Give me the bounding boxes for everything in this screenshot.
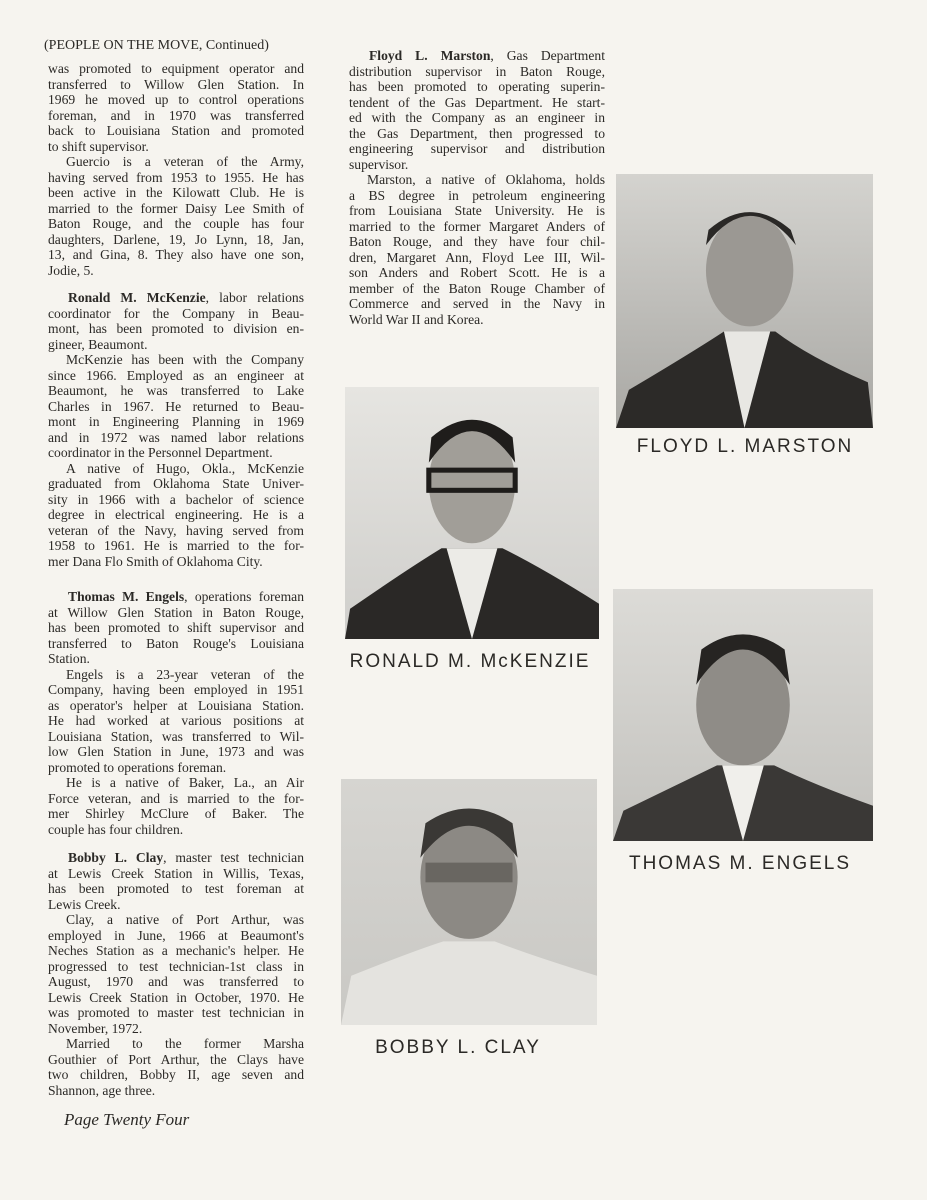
- text-line: daughters, Darlene, 19, Jo Lynn, 18, Jan,: [48, 231, 304, 247]
- text-line: 1969 he moved up to control operations: [48, 92, 304, 107]
- caption-mckenzie: RONALD M. McKENZIE: [349, 651, 591, 672]
- text-line: Jodie, 5.: [48, 262, 94, 278]
- text-line: Married to the former Marsha: [66, 1036, 304, 1051]
- text-line: He had worked at various positions at: [48, 713, 304, 728]
- text-line: Neches Station as a mechanic's helper. He: [48, 943, 304, 958]
- text-line: Clay, a native of Port Arthur, was: [66, 912, 304, 927]
- photo-clay: [341, 779, 597, 1025]
- text-line: mer Shirley McClure of Baker. The: [48, 806, 304, 821]
- text-line: couple has four children.: [48, 821, 184, 837]
- text-line: having served from 1953 to 1955. He has: [48, 169, 304, 185]
- line-text: , labor relations: [205, 290, 304, 305]
- text-line: progressed to test technician-1st class in: [48, 958, 304, 974]
- text-line: Force veteran, and is married to the for-: [48, 790, 304, 806]
- text-line: member of the Baton Rouge Chamber of: [349, 280, 605, 296]
- text-line: distribution supervisor in Baton Rouge,: [349, 63, 605, 79]
- text-line: engineering supervisor and distribution: [349, 141, 605, 156]
- text-line: Marston, a native of Oklahoma, holds: [367, 172, 605, 187]
- person-name: Thomas M. Engels: [68, 589, 185, 604]
- article-guercio-continued: [48, 61, 304, 278]
- text-line: ed with the Company as an engineer in: [349, 110, 605, 125]
- text-line: been active in the Kilowatt Club. He is: [48, 185, 304, 200]
- text-line: Station.: [48, 651, 90, 666]
- text-line: Guercio is a veteran of the Army,: [66, 154, 304, 169]
- text-line: Louisiana Station, was transferred to Wil-: [48, 728, 304, 744]
- portrait-icon: [616, 174, 873, 428]
- line-text: , Gas Department: [490, 48, 605, 63]
- photo-mckenzie: [345, 387, 599, 639]
- text-line: McKenzie has been with the Company: [66, 352, 304, 367]
- line-text: , master test technician: [163, 850, 305, 865]
- text-line: supervisor.: [349, 156, 409, 172]
- article-mckenzie: [48, 290, 304, 569]
- person-name: Bobby L. Clay: [68, 850, 164, 865]
- page-number: Page Twenty Four: [64, 1110, 190, 1129]
- text-line: World War II and Korea.: [349, 311, 484, 327]
- text-line: at Willow Glen Station in Baton Rouge,: [48, 604, 304, 620]
- text-line: mont, has been promoted to division en-: [48, 321, 304, 336]
- caption-clay: BOBBY L. CLAY: [375, 1037, 541, 1058]
- text-line: has been promoted to operating superin-: [349, 79, 605, 94]
- text-line: the Gas Department, then progressed to: [349, 125, 605, 141]
- caption-marston: FLOYD L. MARSTON: [636, 436, 854, 457]
- text-line: August, 1970 and was transferred to: [48, 974, 304, 989]
- text-line: promoted to operations foreman.: [48, 759, 227, 775]
- text-line: coordinator in the Personnel Department.: [48, 445, 273, 460]
- text-line: graduated from Oklahoma State Univer-: [48, 476, 304, 491]
- article-engels: [48, 589, 304, 837]
- text-line: [48, 290, 304, 306]
- text-line: mer Dana Flo Smith of Oklahoma City.: [48, 553, 263, 569]
- photo-marston: [616, 174, 873, 428]
- text-line: sity in 1966 with a bachelor of science: [48, 491, 304, 507]
- text-line: [349, 48, 605, 64]
- article-marston: [349, 48, 605, 327]
- text-line: as operator's helper at Louisiana Station.: [48, 697, 304, 713]
- text-line: was promoted to equipment operator and: [48, 61, 304, 76]
- text-line: November, 1972.: [48, 1020, 143, 1036]
- text-line: was promoted to master test technician in: [48, 1005, 304, 1020]
- text-line: He is a native of Baker, La., an Air: [66, 775, 304, 790]
- text-line: a BS degree in petroleum engineering: [349, 187, 605, 203]
- text-line: transferred to Willow Glen Station. In: [48, 76, 304, 92]
- text-line: Lewis Creek.: [48, 896, 121, 912]
- text-line: gineer, Beaumont.: [48, 336, 148, 352]
- text-line: transferred to Baton Rouge's Louisiana: [48, 635, 304, 651]
- text-line: since 1966. Employed as an engineer at: [48, 367, 304, 383]
- text-line: tendent of the Gas Department. He start-: [349, 94, 605, 110]
- text-line: degree in electrical engineering. He is a: [48, 507, 304, 522]
- text-line: married to the former Daisy Lee Smith of: [48, 200, 304, 216]
- text-line: foreman, and in 1970 was transferred: [48, 107, 304, 123]
- text-line: has been promoted to test foreman at: [48, 881, 304, 896]
- photo-engels: [613, 589, 873, 841]
- text-line: Beaumont, he was transferred to Lake: [48, 383, 304, 398]
- portrait-icon: [613, 589, 873, 841]
- text-line: back to Louisiana Station and promoted: [48, 123, 304, 138]
- text-line: [48, 850, 304, 866]
- text-line: Baton Rouge, and the couple has four: [48, 216, 304, 231]
- caption-engels: THOMAS M. ENGELS: [628, 853, 852, 874]
- text-line: low Glen Station in June, 1973 and was: [48, 744, 304, 759]
- text-line: Company, having been employed in 1951: [48, 682, 304, 697]
- text-line: two children, Bobby II, age seven and: [48, 1067, 304, 1082]
- person-name: Floyd L. Marston: [369, 48, 491, 63]
- text-line: Lewis Creek Station in October, 1970. He: [48, 989, 304, 1005]
- text-line: employed in June, 1966 at Beaumont's: [48, 927, 304, 943]
- text-line: at Lewis Creek Station in Willis, Texas,: [48, 865, 304, 881]
- text-line: married to the former Margaret Anders of: [349, 218, 605, 234]
- text-line: Charles in 1967. He returned to Beau-: [48, 398, 304, 414]
- text-line: Shannon, age three.: [48, 1082, 156, 1098]
- text-line: 13, and Gina, 8. They also have one son,: [48, 247, 304, 262]
- text-line: to shift supervisor.: [48, 138, 149, 154]
- text-line: has been promoted to shift supervisor and: [48, 620, 304, 635]
- text-line: and in 1972 was named labor relations: [48, 429, 304, 445]
- line-text: , operations foreman: [184, 589, 304, 604]
- section-header: (PEOPLE ON THE MOVE, Continued): [44, 38, 269, 53]
- text-line: dren, Margaret Ann, Floyd Lee III, Wil-: [349, 249, 605, 265]
- text-line: Baton Rouge, and they have four chil-: [349, 234, 605, 249]
- text-line: Commerce and served in the Navy in: [349, 296, 605, 311]
- person-name: Ronald M. McKenzie: [68, 290, 206, 305]
- text-line: Engels is a 23-year veteran of the: [66, 666, 304, 682]
- text-line: veteran of the Navy, having served from: [48, 522, 304, 538]
- text-line: son Anders and Robert Scott. He is a: [349, 265, 605, 280]
- text-line: [48, 589, 304, 605]
- portrait-icon: [341, 779, 597, 1025]
- text-line: Gouthier of Port Arthur, the Clays have: [48, 1051, 304, 1067]
- text-line: coordinator for the Company in Beau-: [48, 305, 304, 321]
- text-line: A native of Hugo, Okla., McKenzie: [66, 460, 304, 476]
- article-clay: [48, 850, 304, 1098]
- portrait-icon: [345, 387, 599, 639]
- text-line: from Louisiana State University. He is: [349, 203, 605, 218]
- text-line: mont in Engineering Planning in 1969: [48, 414, 304, 429]
- text-line: 1958 to 1961. He is married to the for-: [48, 538, 304, 553]
